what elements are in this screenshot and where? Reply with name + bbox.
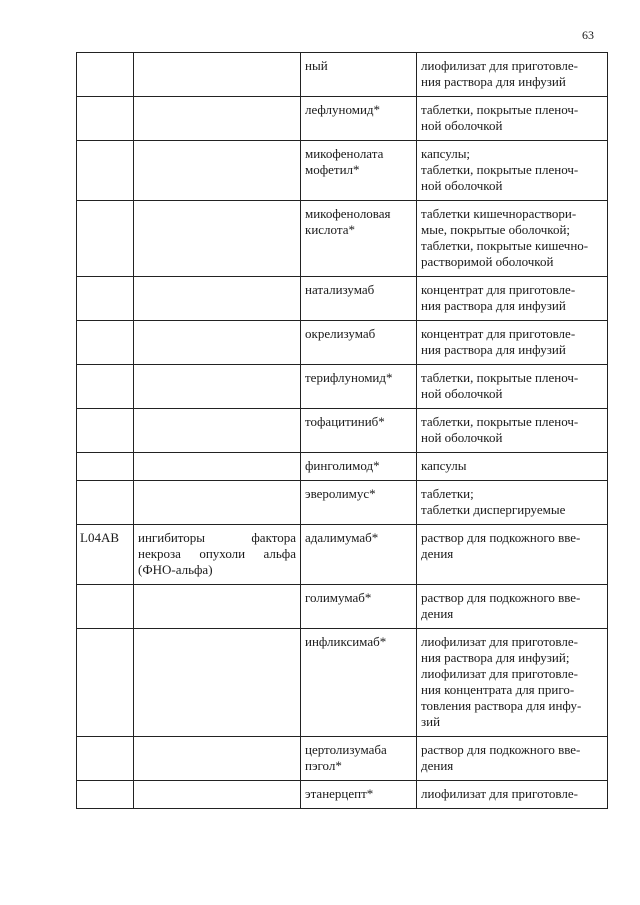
dosage-form-cell: таблетки, покрытые пленоч- ной оболочкой — [417, 409, 608, 453]
atc-code-cell — [77, 277, 134, 321]
atc-code-cell — [77, 141, 134, 201]
atc-code-cell — [77, 53, 134, 97]
table-row — [77, 201, 608, 277]
dosage-form-cell: концентрат для приготовле- ния раствора для инфузий — [417, 321, 608, 365]
table-row — [77, 321, 608, 365]
dosage-form-cell: раствор для подкожного вве- дения — [417, 525, 608, 585]
drug-name-cell: финголимод* — [301, 453, 417, 481]
drug-name-cell: голимумаб* — [301, 585, 417, 629]
drug-name-cell: тофацитиниб* — [301, 409, 417, 453]
table-row — [77, 409, 608, 453]
table-row — [77, 781, 608, 809]
dosage-form-cell: капсулы — [417, 453, 608, 481]
atc-code-cell — [77, 201, 134, 277]
group-cell — [134, 97, 301, 141]
dosage-form-cell: лиофилизат для приготовле- — [417, 781, 608, 809]
table-row — [77, 53, 608, 97]
table-row — [77, 525, 608, 585]
group-line: (ФНО-альфа) — [138, 562, 213, 577]
dosage-form-cell: лиофилизат для приготовле- ния раствора для инфузий — [417, 53, 608, 97]
dosage-form-cell: таблетки кишечнораствори- мые, покрытые оболочкой; таблетки, покрытые кишечно- растворимой оболочкой — [417, 201, 608, 277]
drug-name-cell: цертолизумаба пэгол* — [301, 737, 417, 781]
table-row — [77, 453, 608, 481]
group-cell — [134, 141, 301, 201]
drug-name-cell: ный — [301, 53, 417, 97]
drug-name-cell: инфликсимаб* — [301, 629, 417, 737]
drug-name-cell: окрелизумаб — [301, 321, 417, 365]
table-row — [77, 737, 608, 781]
table-row — [77, 277, 608, 321]
group-cell — [134, 781, 301, 809]
atc-code-cell — [77, 409, 134, 453]
drug-name-cell: терифлуномид* — [301, 365, 417, 409]
group-cell — [134, 585, 301, 629]
dosage-form-cell: таблетки, покрытые пленоч- ной оболочкой — [417, 97, 608, 141]
atc-code-cell — [77, 365, 134, 409]
atc-code-cell: L04AB — [77, 525, 134, 585]
group-cell — [134, 321, 301, 365]
dosage-form-cell: таблетки, покрытые пленоч- ной оболочкой — [417, 365, 608, 409]
atc-code-cell — [77, 781, 134, 809]
atc-code-cell — [77, 97, 134, 141]
group-cell — [134, 629, 301, 737]
table-row — [77, 585, 608, 629]
dosage-form-cell: концентрат для приготовле- ния раствора для инфузий — [417, 277, 608, 321]
atc-code-cell — [77, 453, 134, 481]
atc-code-cell — [77, 481, 134, 525]
table-row — [77, 97, 608, 141]
group-cell — [134, 53, 301, 97]
dosage-form-cell: капсулы; таблетки, покрытые пленоч- ной оболочкой — [417, 141, 608, 201]
table-row — [77, 629, 608, 737]
drug-name-cell: этанерцепт* — [301, 781, 417, 809]
group-cell — [134, 737, 301, 781]
drug-table — [76, 52, 608, 809]
atc-code-cell — [77, 585, 134, 629]
dosage-form-cell: раствор для подкожного вве- дения — [417, 585, 608, 629]
drug-name-cell: эверолимус* — [301, 481, 417, 525]
group-cell — [134, 525, 301, 585]
group-cell — [134, 277, 301, 321]
dosage-form-cell: таблетки; таблетки диспергируемые — [417, 481, 608, 525]
drug-name-cell: микофенолата мофетил* — [301, 141, 417, 201]
group-cell — [134, 201, 301, 277]
drug-name-cell: лефлуномид* — [301, 97, 417, 141]
atc-code-cell — [77, 737, 134, 781]
atc-code-cell — [77, 629, 134, 737]
drug-name-cell: натализумаб — [301, 277, 417, 321]
group-line: ингибиторы фактора — [138, 530, 296, 545]
group-cell — [134, 365, 301, 409]
atc-code-cell — [77, 321, 134, 365]
drug-name-cell: адалимумаб* — [301, 525, 417, 585]
table-row — [77, 141, 608, 201]
group-cell — [134, 409, 301, 453]
dosage-form-cell: раствор для подкожного вве- дения — [417, 737, 608, 781]
page-number: 63 — [582, 28, 594, 42]
dosage-form-cell: лиофилизат для приготовле- ния раствора для инфузий; лиофилизат для приготовле- ния концентрата для приго- товления раствора для инфу- зий — [417, 629, 608, 737]
group-cell — [134, 453, 301, 481]
group-line: некроза опухоли альфа — [138, 546, 296, 561]
drug-name-cell: микофеноловая кислота* — [301, 201, 417, 277]
table-row — [77, 365, 608, 409]
group-cell — [134, 481, 301, 525]
table-row — [77, 481, 608, 525]
